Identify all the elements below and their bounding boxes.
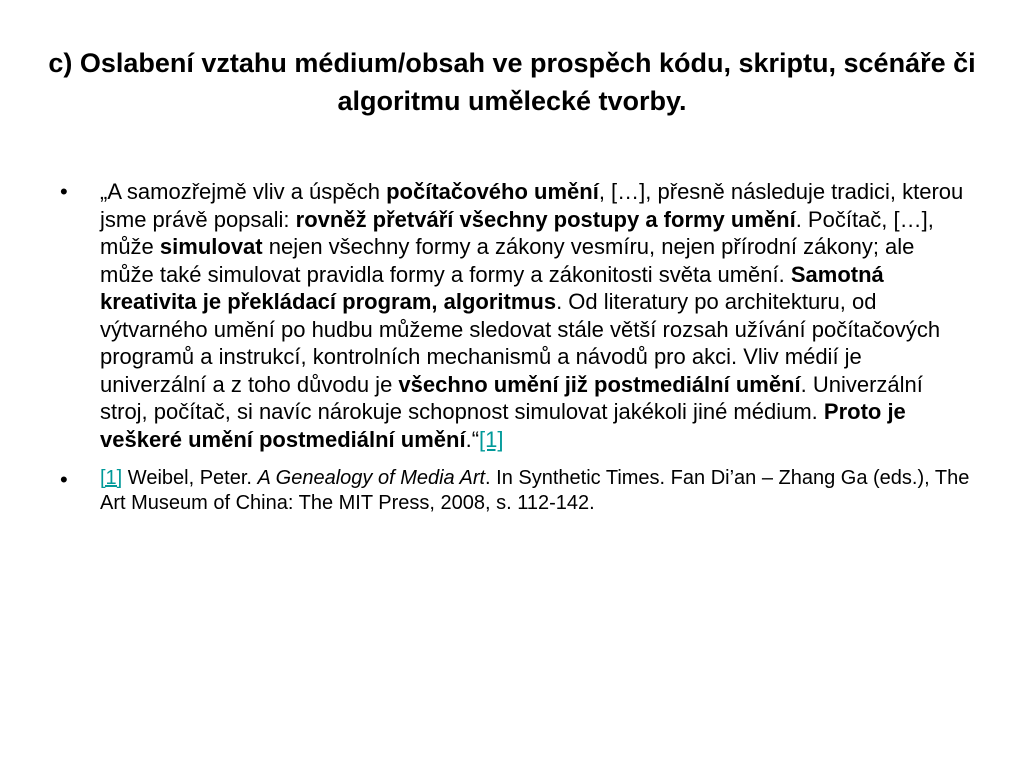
quote-paragraph [100,178,970,453]
slide-title: c) Oslabení vztahu médium/obsah ve prospěch kódu, skriptu, scénáře či algoritmu umělecké tvorby. [48,48,976,116]
quote-text: „A samozřejmě vliv a úspěch [100,179,387,204]
footnote-bullet-item [60,466,970,516]
quote-bold-text: simulovat [159,234,263,259]
bullet-symbol: • [60,179,68,204]
quote-bold-text: Proto je veškeré umění postmediální umění [100,399,906,452]
bullet-list [60,178,970,516]
bullet-symbol: • [60,467,68,492]
footnote-backlink[interactable]: [1] [100,467,123,489]
quote-bold-text: rovněž přetváří všechny postupy a formy umění [295,206,796,232]
quote-text: . Počítač, […], může [100,206,934,259]
quote-bold-text: všechno umění již postmediální umění [398,371,801,397]
quote-text: .“ [465,426,480,452]
footnote [100,466,970,516]
footnote-reference-link[interactable]: [1] [479,426,504,452]
quote-text: . Od literatury po architekturu, od výtvarného umění po hudbu můžeme sledovat stále větší rozsah užívání počítačových programů a instrukcí, kontrolních mechanismů a návodů pro akci. Vliv médií je univerzální a z toho důvodu je [100,289,941,397]
footnote-text: . In Synthetic Times. Fan Di’an – Zhang Ga (eds.), The Art Museum of China: The MIT Press, 2008, s. 112-142. [100,467,970,514]
quote-text: . Univerzální stroj, počítač, si navíc nárokuje schopnost simulovat jakékoli jiné médium. [100,371,923,424]
quote-text: , […], přesně následuje tradici, kterou jsme právě popsali: [100,179,964,232]
quote-text: nejen všechny formy a zákony vesmíru, nejen přírodní zákony; ale může také simulovat pravidla formy a formy a zákonitosti světa umění. [100,234,915,287]
footnote-text: Weibel, Peter. [122,467,258,489]
footnote-work-title: A Genealogy of Media Art [257,467,486,489]
quote-bold-text: počítačového umění [386,179,599,204]
quote-bold-text: Samotná kreativita je překládací program, algoritmus [100,261,884,314]
quote-bullet-item [60,178,970,453]
